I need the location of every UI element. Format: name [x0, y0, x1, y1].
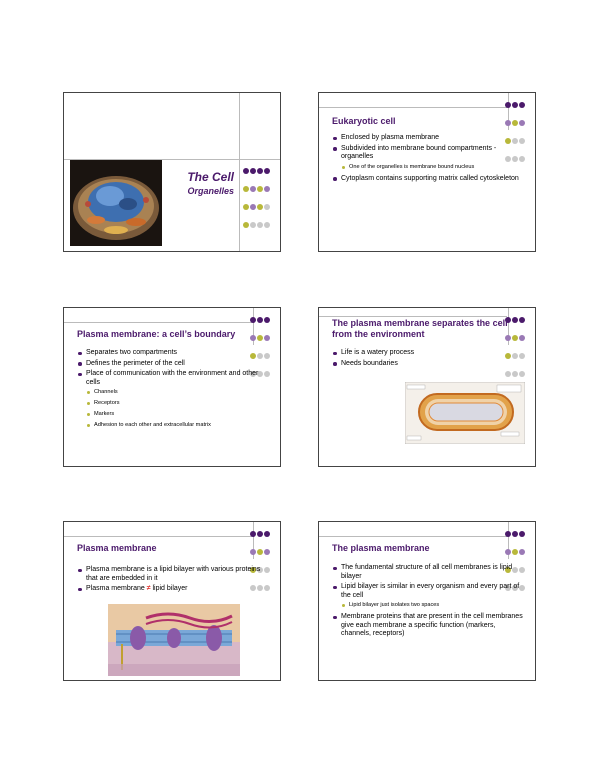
slide-title: The Cell [187, 170, 234, 184]
bullet-text: lipid bilayer [152, 585, 188, 592]
slide-title: The plasma membrane [332, 543, 430, 553]
slide-title: Eukaryotic cell [332, 116, 396, 126]
slide-5 [63, 521, 281, 681]
bullet-list [77, 566, 272, 596]
sub-bullet-item: Receptors [86, 400, 272, 407]
membrane-protein-illustration [108, 604, 240, 676]
bullet-item: Cytoplasm contains supporting matrix called cytoskeleton [332, 175, 527, 184]
bullet-item: Separates two compartments [77, 349, 272, 358]
slide-title: The plasma membrane separates the cell from the environment [332, 318, 508, 339]
bullet-text: Place of communication with the environment and other cells [86, 370, 259, 386]
slide-title: Plasma membrane: a cell’s boundary [77, 329, 236, 339]
decorative-dots-icon [242, 161, 270, 233]
bullet-item: Enclosed by plasma membrane [332, 134, 527, 143]
bullet-item: The fundamental structure of all cell membranes is lipid bilayer [332, 564, 527, 581]
bullet-item [332, 583, 527, 609]
membrane-cell-illustration [405, 382, 525, 444]
bullet-item [77, 585, 272, 594]
bullet-list [77, 349, 272, 433]
bullet-item [332, 145, 527, 171]
not-equal-mark: ≠ [146, 585, 151, 592]
bullet-item: Life is a watery process [332, 349, 522, 358]
sub-bullet-item: One of the organelles is membrane bound nucleus [341, 164, 527, 171]
bullet-text: Plasma membrane [86, 585, 145, 592]
slide-4 [318, 307, 536, 467]
slide-1 [63, 92, 281, 252]
sub-bullet-item: Adhesion to each other and extracellular matrix [86, 422, 272, 429]
bullet-list [332, 564, 527, 641]
slide-6 [318, 521, 536, 681]
sub-bullet-item: Channels [86, 389, 272, 396]
bullet-item [77, 370, 272, 429]
cell-illustration [70, 160, 162, 246]
slide-title: Plasma membrane [77, 543, 157, 553]
slide-subtitle: Organelles [187, 186, 234, 196]
slide-3 [63, 307, 281, 467]
bullet-item: Plasma membrane is a lipid bilayer with various proteins that are embedded in it [77, 566, 272, 583]
bullet-text: Subdivided into membrane bound compartments - organelles [341, 144, 497, 160]
bullet-item: Needs boundaries [332, 360, 522, 369]
sub-bullet-item: Markers [86, 411, 272, 418]
bullet-list [332, 349, 522, 370]
slide-2 [318, 92, 536, 252]
bullet-text: Lipid bilayer is similar in every organism and every part of the cell [341, 583, 520, 599]
sub-bullet-item: Lipid bilayer just isolates two spaces [341, 602, 527, 609]
bullet-item: Defines the perimeter of the cell [77, 360, 272, 369]
bullet-item: Membrane proteins that are present in the cell membranes give each membrane a specific function (markers, channels, receptors) [332, 613, 527, 639]
bullet-list [332, 134, 527, 185]
